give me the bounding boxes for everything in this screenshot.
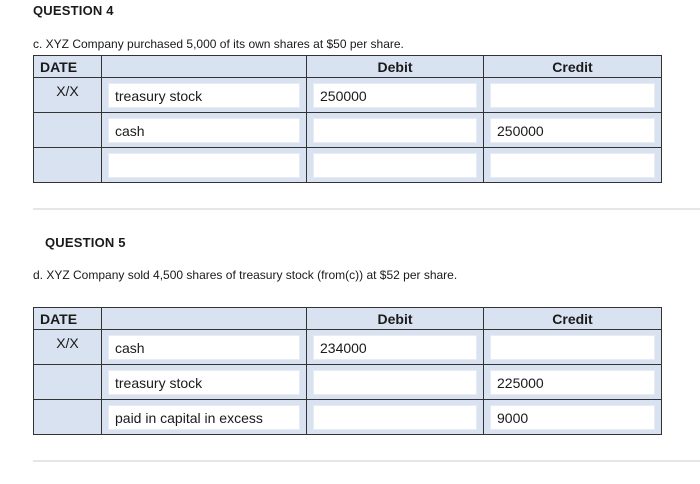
credit-input[interactable]: 250000 xyxy=(490,118,655,143)
credit-cell xyxy=(484,113,662,148)
credit-cell xyxy=(484,365,662,400)
account-header xyxy=(102,56,307,78)
date-header: DATE xyxy=(34,56,102,78)
section-divider xyxy=(33,208,700,210)
question-5-journal-table xyxy=(33,307,662,435)
account-cell xyxy=(102,400,307,435)
question-5-title: QUESTION 5 xyxy=(45,235,126,250)
date-cell xyxy=(34,78,102,113)
account-cell xyxy=(102,148,307,183)
account-input[interactable]: treasury stock xyxy=(108,370,300,395)
account-header xyxy=(102,308,307,330)
debit-cell xyxy=(307,148,484,183)
account-input[interactable]: cash xyxy=(108,118,300,143)
debit-cell xyxy=(307,365,484,400)
date-cell xyxy=(34,113,102,148)
date-cell xyxy=(34,365,102,400)
date-value: X/X xyxy=(56,83,79,99)
debit-input[interactable] xyxy=(313,405,477,430)
credit-input[interactable]: 225000 xyxy=(490,370,655,395)
date-value: X/X xyxy=(56,335,79,351)
table-row xyxy=(34,148,662,183)
table-row xyxy=(34,113,662,148)
section-divider xyxy=(33,460,700,462)
credit-header: Credit xyxy=(484,56,662,78)
date-cell xyxy=(34,400,102,435)
credit-cell xyxy=(484,78,662,113)
table-row xyxy=(34,365,662,400)
credit-header: Credit xyxy=(484,308,662,330)
account-cell xyxy=(102,113,307,148)
date-header: DATE xyxy=(34,308,102,330)
debit-cell xyxy=(307,78,484,113)
debit-input[interactable] xyxy=(313,370,477,395)
table-header-row xyxy=(34,308,662,330)
debit-cell xyxy=(307,113,484,148)
debit-cell xyxy=(307,330,484,365)
debit-input[interactable] xyxy=(313,153,477,178)
account-cell xyxy=(102,365,307,400)
credit-input[interactable] xyxy=(490,153,655,178)
table-row xyxy=(34,330,662,365)
account-input[interactable]: treasury stock xyxy=(108,83,300,108)
debit-input[interactable] xyxy=(313,118,477,143)
credit-cell xyxy=(484,330,662,365)
credit-input[interactable] xyxy=(490,335,655,360)
date-cell xyxy=(34,148,102,183)
table-header-row xyxy=(34,56,662,78)
table-row xyxy=(34,78,662,113)
account-input[interactable]: paid in capital in excess xyxy=(108,405,300,430)
credit-cell xyxy=(484,400,662,435)
credit-input[interactable]: 9000 xyxy=(490,405,655,430)
account-cell xyxy=(102,330,307,365)
table-row xyxy=(34,400,662,435)
question-4-title: QUESTION 4 xyxy=(33,3,114,18)
debit-input[interactable]: 234000 xyxy=(313,335,477,360)
debit-header: Debit xyxy=(307,56,484,78)
debit-cell xyxy=(307,400,484,435)
credit-input[interactable] xyxy=(490,83,655,108)
debit-header: Debit xyxy=(307,308,484,330)
question-4-prompt: c. XYZ Company purchased 5,000 of its own shares at $50 per share. xyxy=(33,37,404,51)
debit-input[interactable]: 250000 xyxy=(313,83,477,108)
account-cell xyxy=(102,78,307,113)
question-5-prompt: d. XYZ Company sold 4,500 shares of treasury stock (from(c)) at $52 per share. xyxy=(33,268,458,282)
account-input[interactable]: cash xyxy=(108,335,300,360)
question-4-journal-table xyxy=(33,55,662,183)
credit-cell xyxy=(484,148,662,183)
account-input[interactable] xyxy=(108,153,300,178)
date-cell xyxy=(34,330,102,365)
